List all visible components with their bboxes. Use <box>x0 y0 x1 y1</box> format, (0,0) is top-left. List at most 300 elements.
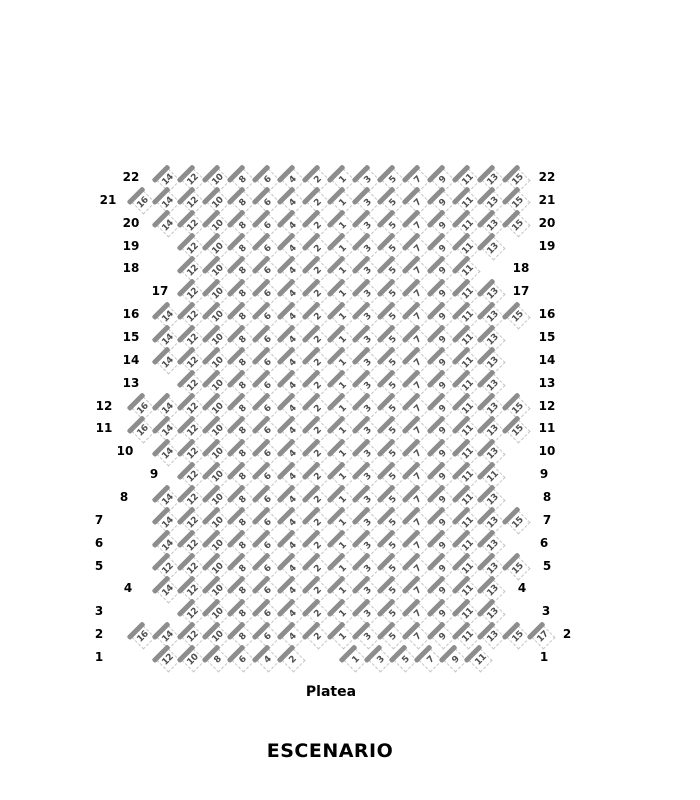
row-label-right-4: 4 <box>517 581 527 596</box>
seat-number: 1 <box>337 403 349 415</box>
seat-number: 2 <box>312 471 324 483</box>
row-label-right-11: 11 <box>538 421 556 436</box>
seat-number: 10 <box>210 515 226 531</box>
seat-number: 2 <box>312 243 324 255</box>
seat-number: 9 <box>437 334 449 346</box>
seat-number: 11 <box>460 560 476 577</box>
seat-number: 11 <box>460 263 476 280</box>
seat-number: 8 <box>237 174 249 186</box>
seat-number: 9 <box>437 471 449 483</box>
seat-number: 15 <box>510 218 526 234</box>
seat-number: 15 <box>510 560 526 577</box>
seat-number: 9 <box>437 243 449 255</box>
seat-number: 12 <box>185 309 201 325</box>
seat-number: 7 <box>412 425 424 438</box>
seat-number: 17 <box>535 629 551 645</box>
seat-number: 10 <box>210 195 226 211</box>
seat-number: 1 <box>337 288 349 300</box>
seat-number: 1 <box>337 540 349 552</box>
seat-number: 3 <box>362 243 374 255</box>
seat-number: 11 <box>472 652 489 668</box>
seat-number: 12 <box>185 629 201 645</box>
seat-number: 10 <box>210 492 226 508</box>
seat-number: 11 <box>460 240 476 257</box>
seat-number: 9 <box>437 448 449 460</box>
seat-number: 12 <box>185 355 201 371</box>
seat-number: 5 <box>387 357 399 369</box>
row-label-left-4: 4 <box>123 581 133 596</box>
seat-number: 2 <box>312 403 324 415</box>
seat-r16-15[interactable] <box>506 305 530 329</box>
seat-number: 8 <box>237 471 249 483</box>
seat-number: 15 <box>510 195 526 211</box>
seat-number: 10 <box>210 538 226 554</box>
seat-number: 11 <box>460 172 476 188</box>
seat-number: 4 <box>287 265 299 278</box>
seat-number: 1 <box>337 494 349 506</box>
seat-number: 13 <box>485 583 501 600</box>
seat-number: 4 <box>287 334 299 346</box>
seat-number: 9 <box>437 563 449 575</box>
seat-number: 9 <box>437 403 449 415</box>
seat-number: 1 <box>337 471 349 483</box>
seat-number: 5 <box>387 288 399 300</box>
seat-number: 5 <box>387 425 399 438</box>
seat-number: 12 <box>185 172 201 188</box>
row-label-right-14: 14 <box>538 352 556 367</box>
seat-number: 11 <box>460 378 476 394</box>
seat-number: 11 <box>460 400 476 417</box>
seat-number: 1 <box>337 197 349 209</box>
row-label-right-22: 22 <box>538 170 556 184</box>
row-label-right-2: 2 <box>562 627 572 642</box>
seat-number: 12 <box>185 583 201 600</box>
seat-number: 12 <box>185 492 201 508</box>
seat-number: 4 <box>287 517 299 529</box>
seat-number: 13 <box>485 446 501 462</box>
seat-number: 10 <box>210 286 226 302</box>
seat-number: 2 <box>312 585 324 598</box>
row-label-left-6: 6 <box>94 535 104 550</box>
seat-number: 6 <box>262 425 274 438</box>
seat-number: 1 <box>337 265 349 278</box>
seat-number: 1 <box>337 425 349 438</box>
seat-number: 6 <box>262 585 274 598</box>
seat-number: 9 <box>437 380 449 392</box>
row-label-left-5: 5 <box>94 558 104 573</box>
seat-number: 15 <box>510 515 526 531</box>
seat-number: 6 <box>262 517 274 529</box>
seat-number: 9 <box>437 540 449 552</box>
seat-number: 6 <box>262 174 274 186</box>
seat-number: 9 <box>437 585 449 598</box>
row-label-right-1: 1 <box>539 650 549 665</box>
seat-number: 11 <box>460 218 476 234</box>
seat-number: 14 <box>160 492 176 508</box>
seat-number: 9 <box>437 265 449 278</box>
seat-number: 1 <box>337 174 349 186</box>
seat-number: 9 <box>437 517 449 529</box>
seat-number: 4 <box>287 243 299 255</box>
seat-number: 2 <box>312 563 324 575</box>
seat-number: 9 <box>437 357 449 369</box>
seat-number: 14 <box>160 583 176 600</box>
seat-number: 13 <box>485 629 501 645</box>
seat-number: 4 <box>287 357 299 369</box>
seat-number: 6 <box>262 380 274 392</box>
seat-number: 5 <box>387 334 399 346</box>
seat-number: 7 <box>424 654 437 666</box>
seat-number: 2 <box>312 334 324 346</box>
row-label-right-18: 18 <box>512 261 530 276</box>
seat-number: 12 <box>185 286 201 302</box>
seat-number: 1 <box>337 631 349 643</box>
seat-number: 1 <box>337 608 349 620</box>
seat-number: 4 <box>262 654 274 666</box>
seat-number: 2 <box>312 540 324 552</box>
seat-number: 13 <box>485 172 501 188</box>
seat-number: 4 <box>287 494 299 506</box>
row-label-left-12: 12 <box>95 398 113 413</box>
seat-number: 3 <box>362 563 374 575</box>
seat-number: 10 <box>210 423 226 440</box>
seat-number: 12 <box>185 538 201 554</box>
row-label-right-12: 12 <box>538 398 556 413</box>
seat-number: 13 <box>485 423 501 440</box>
seat-number: 3 <box>362 494 374 506</box>
seat-number: 11 <box>460 583 476 600</box>
seat-number: 4 <box>287 425 299 438</box>
seat-number: 6 <box>262 311 274 323</box>
seat-number: 4 <box>287 448 299 460</box>
seat-number: 5 <box>387 174 399 186</box>
seat-number: 6 <box>262 494 274 506</box>
seat-number: 13 <box>485 378 501 394</box>
seat-number: 8 <box>237 540 249 552</box>
seat-number: 10 <box>210 355 226 371</box>
seat-number: 12 <box>160 560 176 577</box>
seat-number: 5 <box>387 197 399 209</box>
seat-number: 5 <box>387 494 399 506</box>
seat-number: 8 <box>237 403 249 415</box>
seat-number: 2 <box>312 631 324 643</box>
row-label-left-14: 14 <box>122 352 140 367</box>
seat-number: 3 <box>362 380 374 392</box>
seat-number: 14 <box>160 172 176 188</box>
seat-number: 11 <box>460 332 476 348</box>
seat-number: 2 <box>312 517 324 529</box>
seat-number: 5 <box>387 311 399 323</box>
seat-number: 7 <box>412 563 424 575</box>
seat-number: 7 <box>412 197 424 209</box>
seat-number: 15 <box>510 400 526 417</box>
seat-number: 3 <box>362 288 374 300</box>
seat-number: 8 <box>237 220 249 232</box>
seat-number: 14 <box>160 423 176 440</box>
seat-number: 10 <box>210 263 226 280</box>
row-label-right-19: 19 <box>538 238 556 253</box>
seat-number: 10 <box>210 172 226 188</box>
seat-number: 2 <box>312 311 324 323</box>
seat-number: 11 <box>460 629 476 645</box>
seat-r5-15[interactable] <box>506 557 530 581</box>
seat-number: 8 <box>237 265 249 278</box>
seat-number: 10 <box>210 309 226 325</box>
seat-number: 8 <box>237 357 249 369</box>
seat-number: 8 <box>237 243 249 255</box>
seat-number: 11 <box>460 355 476 371</box>
seat-number: 12 <box>185 423 201 440</box>
seat-number: 2 <box>312 174 324 186</box>
row-label-left-17: 17 <box>151 284 169 299</box>
seat-number: 3 <box>362 631 374 643</box>
seat-number: 14 <box>160 400 176 417</box>
seat-number: 13 <box>485 195 501 211</box>
seat-number: 11 <box>460 423 476 440</box>
seat-number: 1 <box>349 654 362 666</box>
seat-number: 3 <box>362 403 374 415</box>
row-label-left-8: 8 <box>119 490 129 505</box>
row-label-left-2: 2 <box>94 627 104 642</box>
seat-number: 12 <box>185 400 201 417</box>
seat-number: 7 <box>412 608 424 620</box>
seat-r19-13[interactable] <box>481 237 505 261</box>
seat-number: 11 <box>485 469 501 485</box>
seat-number: 14 <box>160 446 176 462</box>
row-label-left-10: 10 <box>116 444 134 459</box>
seat-number: 8 <box>237 494 249 506</box>
seat-number: 1 <box>337 448 349 460</box>
seat-number: 6 <box>262 197 274 209</box>
seat-number: 6 <box>262 471 274 483</box>
seat-number: 11 <box>460 515 476 531</box>
seat-number: 3 <box>362 608 374 620</box>
seat-number: 13 <box>485 332 501 348</box>
seat-number: 11 <box>460 469 476 485</box>
seat-r7-15[interactable] <box>506 511 530 535</box>
seat-number: 6 <box>262 448 274 460</box>
seat-number: 13 <box>485 309 501 325</box>
seat-number: 3 <box>362 174 374 186</box>
seat-number: 1 <box>337 243 349 255</box>
seat-number: 8 <box>237 425 249 438</box>
stage-label-escenario: ESCENARIO <box>266 740 394 762</box>
seat-number: 4 <box>287 471 299 483</box>
row-label-left-18: 18 <box>122 261 140 276</box>
seat-number: 6 <box>262 563 274 575</box>
seat-number: 3 <box>362 448 374 460</box>
seat-number: 12 <box>185 240 201 257</box>
seat-number: 9 <box>437 197 449 209</box>
seat-number: 4 <box>287 288 299 300</box>
seat-number: 2 <box>312 608 324 620</box>
seat-number: 14 <box>160 195 176 211</box>
seat-number: 12 <box>185 195 201 211</box>
seat-number: 15 <box>510 309 526 325</box>
seat-number: 7 <box>412 311 424 323</box>
seat-number: 13 <box>485 218 501 234</box>
seat-number: 14 <box>160 515 176 531</box>
seat-number: 16 <box>135 195 151 211</box>
seat-number: 7 <box>412 448 424 460</box>
seat-r1-11[interactable] <box>469 648 493 672</box>
seat-number: 4 <box>287 585 299 598</box>
row-label-right-17: 17 <box>512 284 530 299</box>
seat-number: 12 <box>160 652 176 668</box>
row-label-right-15: 15 <box>538 330 556 345</box>
seat-number: 6 <box>262 288 274 300</box>
seat-number: 12 <box>185 218 201 234</box>
seat-number: 10 <box>210 629 226 645</box>
seat-number: 7 <box>412 265 424 278</box>
seat-number: 5 <box>387 220 399 232</box>
seat-number: 7 <box>412 220 424 232</box>
seat-number: 1 <box>337 517 349 529</box>
seat-number: 1 <box>337 311 349 323</box>
seat-number: 7 <box>412 334 424 346</box>
row-label-right-20: 20 <box>538 215 556 230</box>
seat-number: 13 <box>485 240 501 257</box>
row-label-right-3: 3 <box>541 604 551 619</box>
seat-number: 9 <box>437 311 449 323</box>
seat-number: 5 <box>387 243 399 255</box>
seat-number: 12 <box>185 446 201 462</box>
seat-number: 7 <box>412 403 424 415</box>
seat-number: 15 <box>510 423 526 440</box>
seat-number: 5 <box>387 471 399 483</box>
seat-number: 13 <box>485 492 501 508</box>
seat-number: 4 <box>287 563 299 575</box>
seat-number: 15 <box>510 172 526 188</box>
seat-number: 5 <box>387 380 399 392</box>
seat-number: 12 <box>185 332 201 348</box>
seat-number: 12 <box>185 469 201 485</box>
seat-number: 10 <box>210 583 226 600</box>
row-label-left-9: 9 <box>149 467 159 482</box>
row-label-right-13: 13 <box>538 375 556 390</box>
seat-number: 3 <box>362 311 374 323</box>
seat-number: 1 <box>337 380 349 392</box>
seat-r11-15[interactable] <box>506 419 530 443</box>
seat-r20-15[interactable] <box>506 214 530 238</box>
seat-number: 12 <box>185 263 201 280</box>
seat-number: 9 <box>437 631 449 643</box>
row-label-right-8: 8 <box>542 490 552 505</box>
seat-number: 13 <box>485 606 501 622</box>
seat-number: 7 <box>412 585 424 598</box>
seat-number: 5 <box>387 631 399 643</box>
seat-number: 8 <box>237 563 249 575</box>
seat-number: 7 <box>412 243 424 255</box>
seat-number: 11 <box>460 606 476 622</box>
seat-number: 10 <box>185 652 201 668</box>
seat-number: 4 <box>287 403 299 415</box>
seat-r2-17[interactable] <box>531 625 555 649</box>
seat-number: 12 <box>185 515 201 531</box>
row-label-left-20: 20 <box>122 215 140 230</box>
seat-number: 5 <box>387 585 399 598</box>
seat-number: 1 <box>337 220 349 232</box>
seat-number: 8 <box>212 654 224 666</box>
seat-number: 8 <box>237 608 249 620</box>
seat-number: 10 <box>210 332 226 348</box>
seat-number: 8 <box>237 197 249 209</box>
seat-number: 2 <box>312 357 324 369</box>
seat-number: 10 <box>210 378 226 394</box>
seat-number: 10 <box>210 240 226 257</box>
seat-number: 14 <box>160 355 176 371</box>
seat-number: 3 <box>362 357 374 369</box>
seat-number: 10 <box>210 446 226 462</box>
seat-number: 14 <box>160 332 176 348</box>
seat-number: 4 <box>287 197 299 209</box>
seat-number: 6 <box>262 357 274 369</box>
seat-number: 16 <box>135 629 151 645</box>
seat-number: 5 <box>387 540 399 552</box>
seat-number: 5 <box>399 654 412 666</box>
row-label-left-1: 1 <box>94 650 104 665</box>
row-label-left-19: 19 <box>122 238 140 253</box>
seat-number: 8 <box>237 448 249 460</box>
row-label-right-5: 5 <box>542 558 552 573</box>
seat-number: 7 <box>412 471 424 483</box>
seat-number: 4 <box>287 631 299 643</box>
seat-number: 11 <box>460 446 476 462</box>
seat-number: 7 <box>412 380 424 392</box>
seat-number: 2 <box>312 494 324 506</box>
seat-number: 16 <box>135 423 151 440</box>
seat-number: 3 <box>362 220 374 232</box>
seat-number: 3 <box>362 517 374 529</box>
seat-number: 6 <box>262 540 274 552</box>
seat-number: 4 <box>287 540 299 552</box>
seat-number: 9 <box>437 494 449 506</box>
seat-number: 11 <box>460 492 476 508</box>
seat-number: 10 <box>210 606 226 622</box>
seat-number: 4 <box>287 174 299 186</box>
seat-number: 8 <box>237 288 249 300</box>
seat-number: 1 <box>337 334 349 346</box>
seat-number: 6 <box>237 654 249 666</box>
seat-number: 6 <box>262 403 274 415</box>
seat-number: 9 <box>437 425 449 438</box>
seat-number: 4 <box>287 311 299 323</box>
row-label-right-21: 21 <box>538 192 556 207</box>
seat-r1-2[interactable] <box>281 648 305 672</box>
seat-number: 10 <box>210 400 226 417</box>
seat-number: 13 <box>485 400 501 417</box>
row-label-right-16: 16 <box>538 307 556 322</box>
seat-number: 5 <box>387 517 399 529</box>
seat-number: 14 <box>160 629 176 645</box>
seat-number: 12 <box>185 606 201 622</box>
seat-number: 5 <box>387 608 399 620</box>
seat-number: 8 <box>237 517 249 529</box>
seat-number: 1 <box>337 563 349 575</box>
row-label-right-9: 9 <box>539 467 549 482</box>
seat-number: 8 <box>237 311 249 323</box>
seat-number: 3 <box>362 540 374 552</box>
seat-number: 15 <box>510 629 526 645</box>
seat-number: 13 <box>485 286 501 302</box>
seat-number: 7 <box>412 288 424 300</box>
seat-number: 14 <box>160 538 176 554</box>
seat-number: 2 <box>287 654 299 666</box>
seat-number: 11 <box>460 309 476 325</box>
seat-number: 2 <box>312 425 324 438</box>
seat-number: 6 <box>262 608 274 620</box>
row-label-left-7: 7 <box>94 512 104 527</box>
